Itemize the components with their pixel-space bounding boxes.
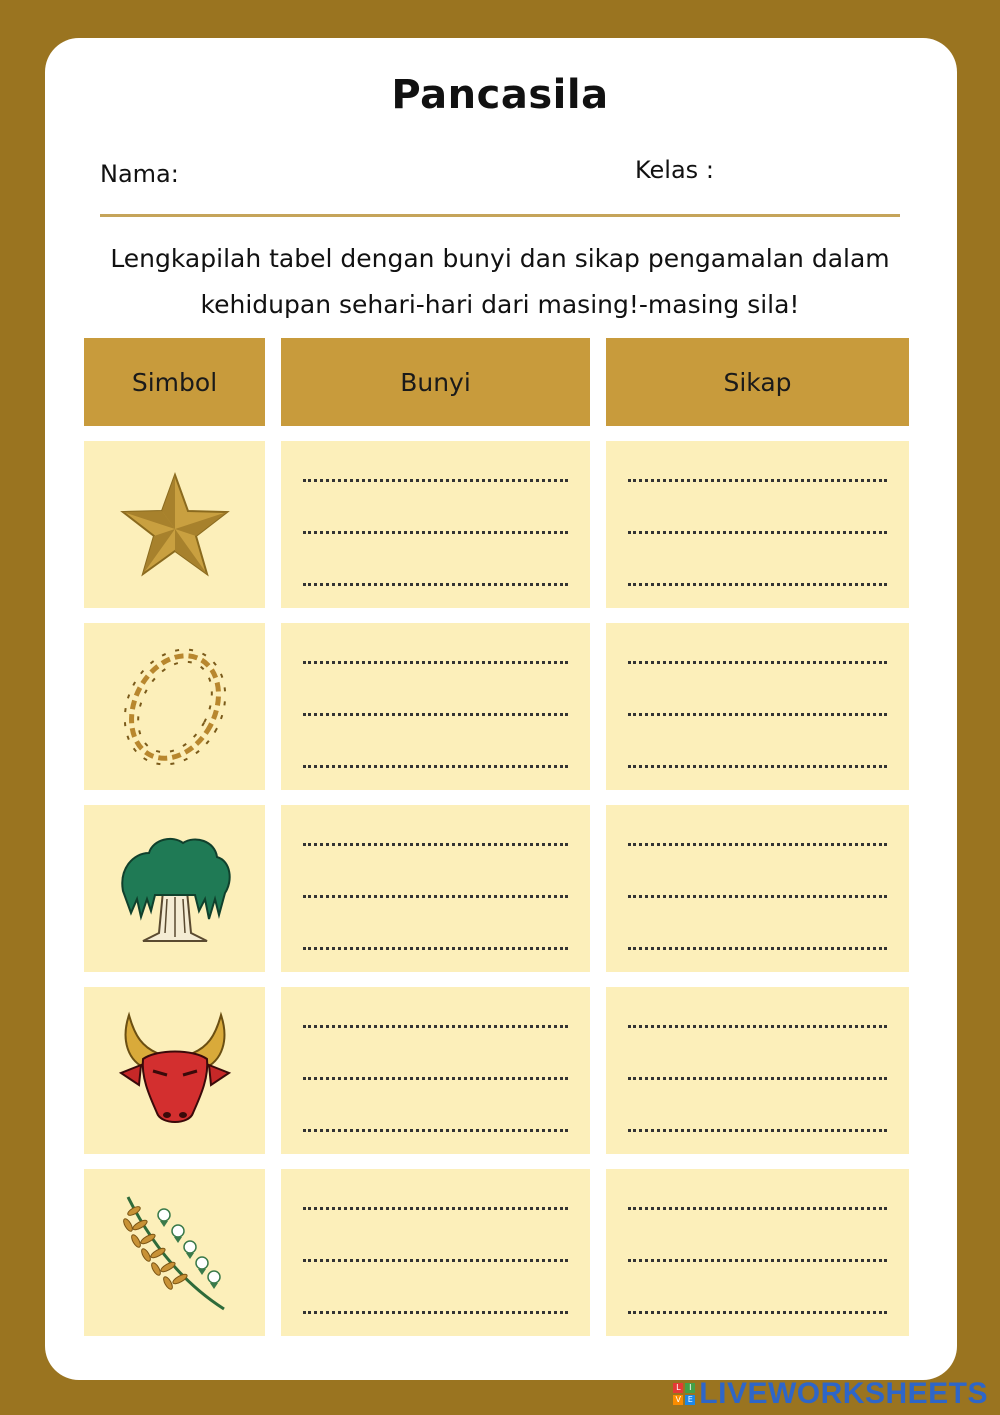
bunyi-answer-5[interactable]: [281, 1169, 590, 1336]
instruction-line-1: Lengkapilah tabel dengan bunyi dan sikap pengamalan dalam: [110, 244, 890, 273]
liveworksheets-logo-icon: L I V E: [673, 1383, 695, 1405]
banyan-tree-icon: [115, 829, 235, 949]
sikap-answer-1[interactable]: [606, 441, 909, 608]
sikap-answer-3[interactable]: [606, 805, 909, 972]
symbol-cell-1: [84, 441, 265, 608]
bunyi-answer-3[interactable]: [281, 805, 590, 972]
liveworksheets-watermark: [673, 1377, 988, 1411]
bunyi-answer-4[interactable]: [281, 987, 590, 1154]
header-simbol: Simbol: [84, 338, 265, 426]
bull-head-icon: [117, 1009, 233, 1133]
sikap-answer-4[interactable]: [606, 987, 909, 1154]
bunyi-answer-2[interactable]: [281, 623, 590, 790]
watermark-text: LIVEWORKSHEETS: [699, 1377, 988, 1410]
kelas-label: Kelas :: [635, 156, 714, 184]
page-title: Pancasila: [391, 72, 609, 118]
header-bunyi: Bunyi: [281, 338, 590, 426]
header-sikap: Sikap: [606, 338, 909, 426]
chain-icon: [120, 642, 230, 772]
sikap-answer-5[interactable]: [606, 1169, 909, 1336]
rice-cotton-icon: [120, 1191, 230, 1315]
symbol-cell-3: [84, 805, 265, 972]
nama-label: Nama:: [100, 160, 179, 188]
sikap-answer-2[interactable]: [606, 623, 909, 790]
symbol-cell-5: [84, 1169, 265, 1336]
bunyi-answer-1[interactable]: [281, 441, 590, 608]
symbol-cell-2: [84, 623, 265, 790]
instruction-line-2: kehidupan sehari-hari dari masing!-masing sila!: [200, 290, 800, 319]
star-icon: [119, 471, 231, 579]
symbol-cell-4: [84, 987, 265, 1154]
